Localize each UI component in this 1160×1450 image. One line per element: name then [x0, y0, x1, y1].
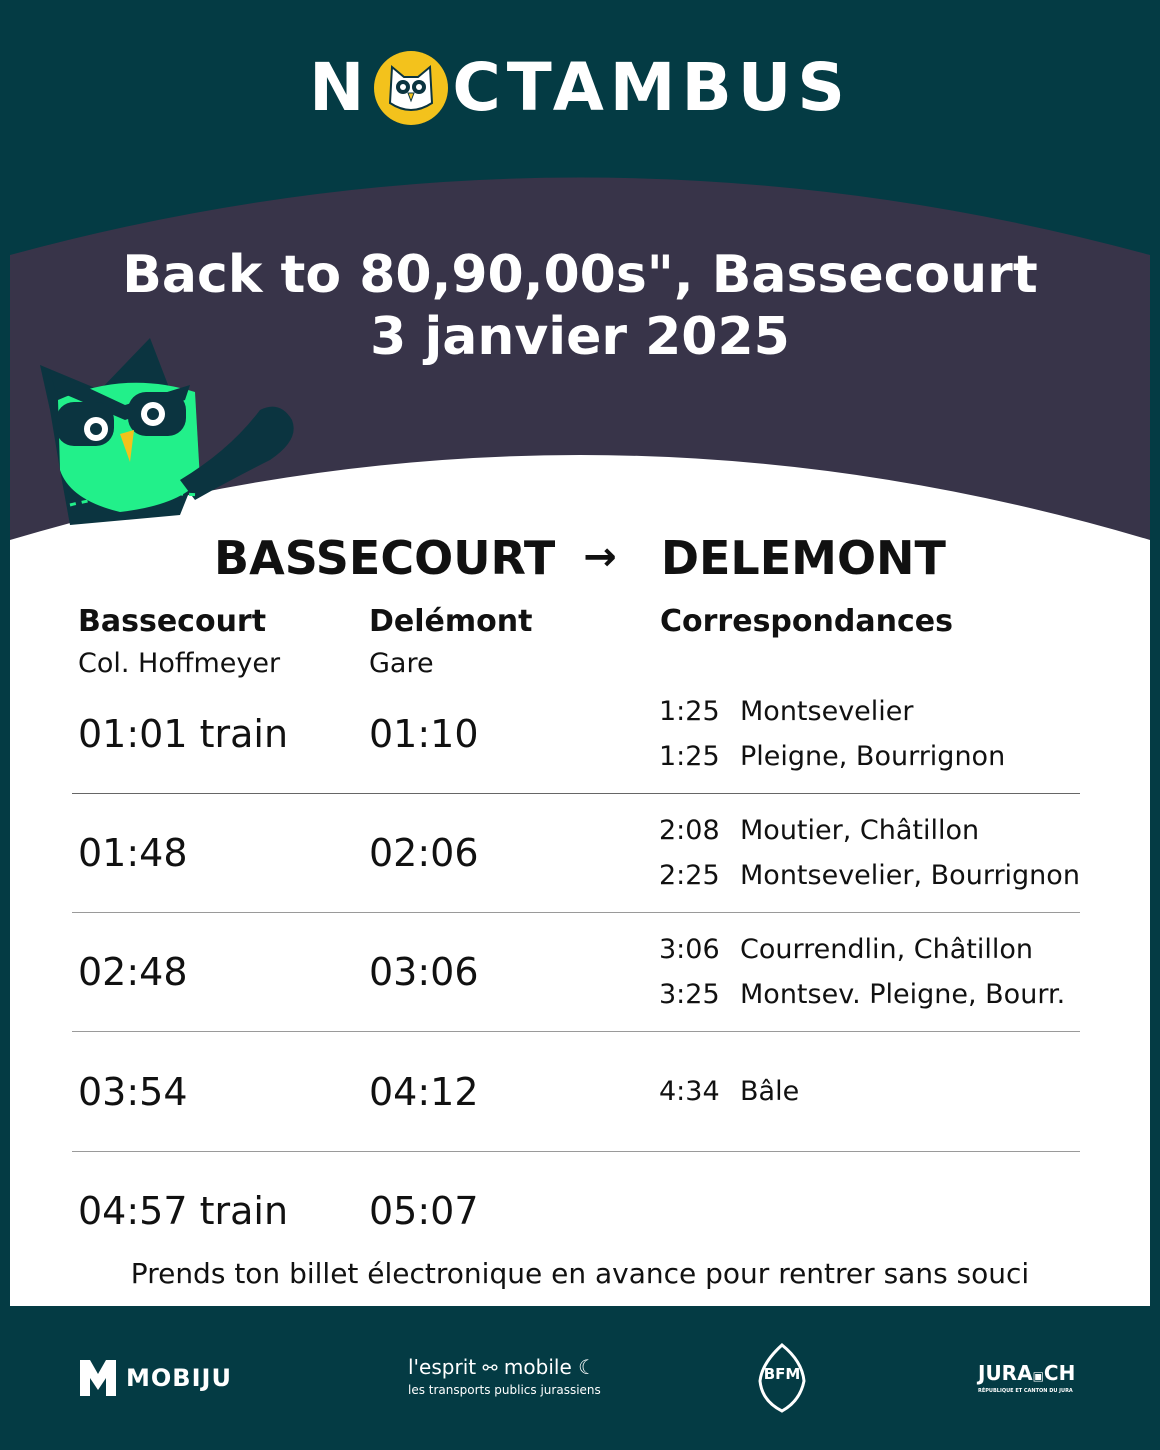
connection-time: 1:25: [659, 741, 720, 772]
arrival-time: 03:06: [369, 950, 479, 994]
moon-icon: ☾: [578, 1355, 597, 1379]
connections-column-title: Correspondances: [660, 604, 953, 639]
departure-time: 02:48: [78, 950, 188, 994]
esprit-text: l'esprit: [408, 1355, 477, 1379]
departure-column-title: Bassecourt: [78, 604, 267, 639]
connection-time: 3:25: [659, 979, 720, 1010]
jura-emblem-icon: ▣: [1032, 1369, 1044, 1383]
row-divider: [72, 1151, 1080, 1152]
connection-destination: Courrendlin, Châtillon: [740, 934, 1033, 965]
arrival-time: 02:06: [369, 831, 479, 875]
arrival-column-title: Delémont: [369, 604, 533, 639]
event-date: 3 janvier 2025: [370, 307, 790, 367]
departure-time: 01:01 train: [78, 712, 289, 756]
esprit-mobile-logo: [408, 1354, 608, 1398]
jura-subtitle: RÉPUBLIQUE ET CANTON DU JURA: [978, 1388, 1073, 1394]
esprit-tagline: les transports publics jurassiens: [408, 1383, 601, 1397]
owl-icon: [374, 51, 448, 125]
mobiju-wordmark: MOBIJU: [126, 1364, 232, 1392]
departure-stop-name: Col. Hoffmeyer: [78, 648, 281, 679]
jura-ch-logo: [978, 1362, 1093, 1395]
arrow-right-icon: →: [583, 534, 617, 580]
connection-time: 4:34: [659, 1076, 720, 1107]
mobiju-m-icon: [78, 1358, 118, 1398]
connection-destination: Pleigne, Bourrignon: [740, 741, 1006, 772]
ticket-note: Prends ton billet électronique en avance pour rentrer sans souci: [130, 1257, 1030, 1290]
departure-time: 03:54: [78, 1070, 188, 1114]
connection-time: 1:25: [659, 696, 720, 727]
connection-time: 2:08: [659, 815, 720, 846]
bicycle-icon: ⚯: [482, 1358, 498, 1379]
arrival-time: 05:07: [369, 1189, 479, 1233]
row-divider: [72, 1031, 1080, 1032]
noctambus-logo: [0, 48, 1160, 128]
connection-destination: Bâle: [740, 1076, 800, 1107]
logo-letter: N: [309, 49, 371, 126]
row-divider: [72, 912, 1080, 913]
connection-destination: Montsevelier, Bourrignon: [740, 860, 1080, 891]
departure-time: 01:48: [78, 831, 188, 875]
connection-destination: Montsevelier: [740, 696, 914, 727]
connection-destination: Moutier, Châtillon: [740, 815, 980, 846]
departure-time: 04:57 train: [78, 1189, 289, 1233]
logo-wordmark: [309, 48, 851, 128]
bfm-logo: [752, 1343, 812, 1413]
connection-destination: Montsev. Pleigne, Bourr.: [740, 979, 1066, 1010]
row-divider: [72, 793, 1080, 794]
mobiju-logo: [78, 1358, 232, 1398]
route-destination: DELEMONT: [660, 531, 946, 585]
arrival-stop-name: Gare: [369, 648, 434, 679]
route-origin: BASSECOURT: [214, 531, 556, 585]
ch-text: CH: [1043, 1361, 1076, 1385]
esprit-mobile-text: mobile: [503, 1355, 572, 1379]
bfm-text: BFM: [763, 1365, 801, 1383]
connection-time: 3:06: [659, 934, 720, 965]
route-heading: [0, 528, 1160, 591]
jura-text: JURA: [978, 1361, 1033, 1385]
event-title: Back to 80,90,00s", Bassecourt: [122, 245, 1038, 305]
logo-letters: CTAMBUS: [452, 49, 851, 126]
connection-time: 2:25: [659, 860, 720, 891]
arrival-time: 01:10: [369, 712, 479, 756]
arrival-time: 04:12: [369, 1070, 479, 1114]
